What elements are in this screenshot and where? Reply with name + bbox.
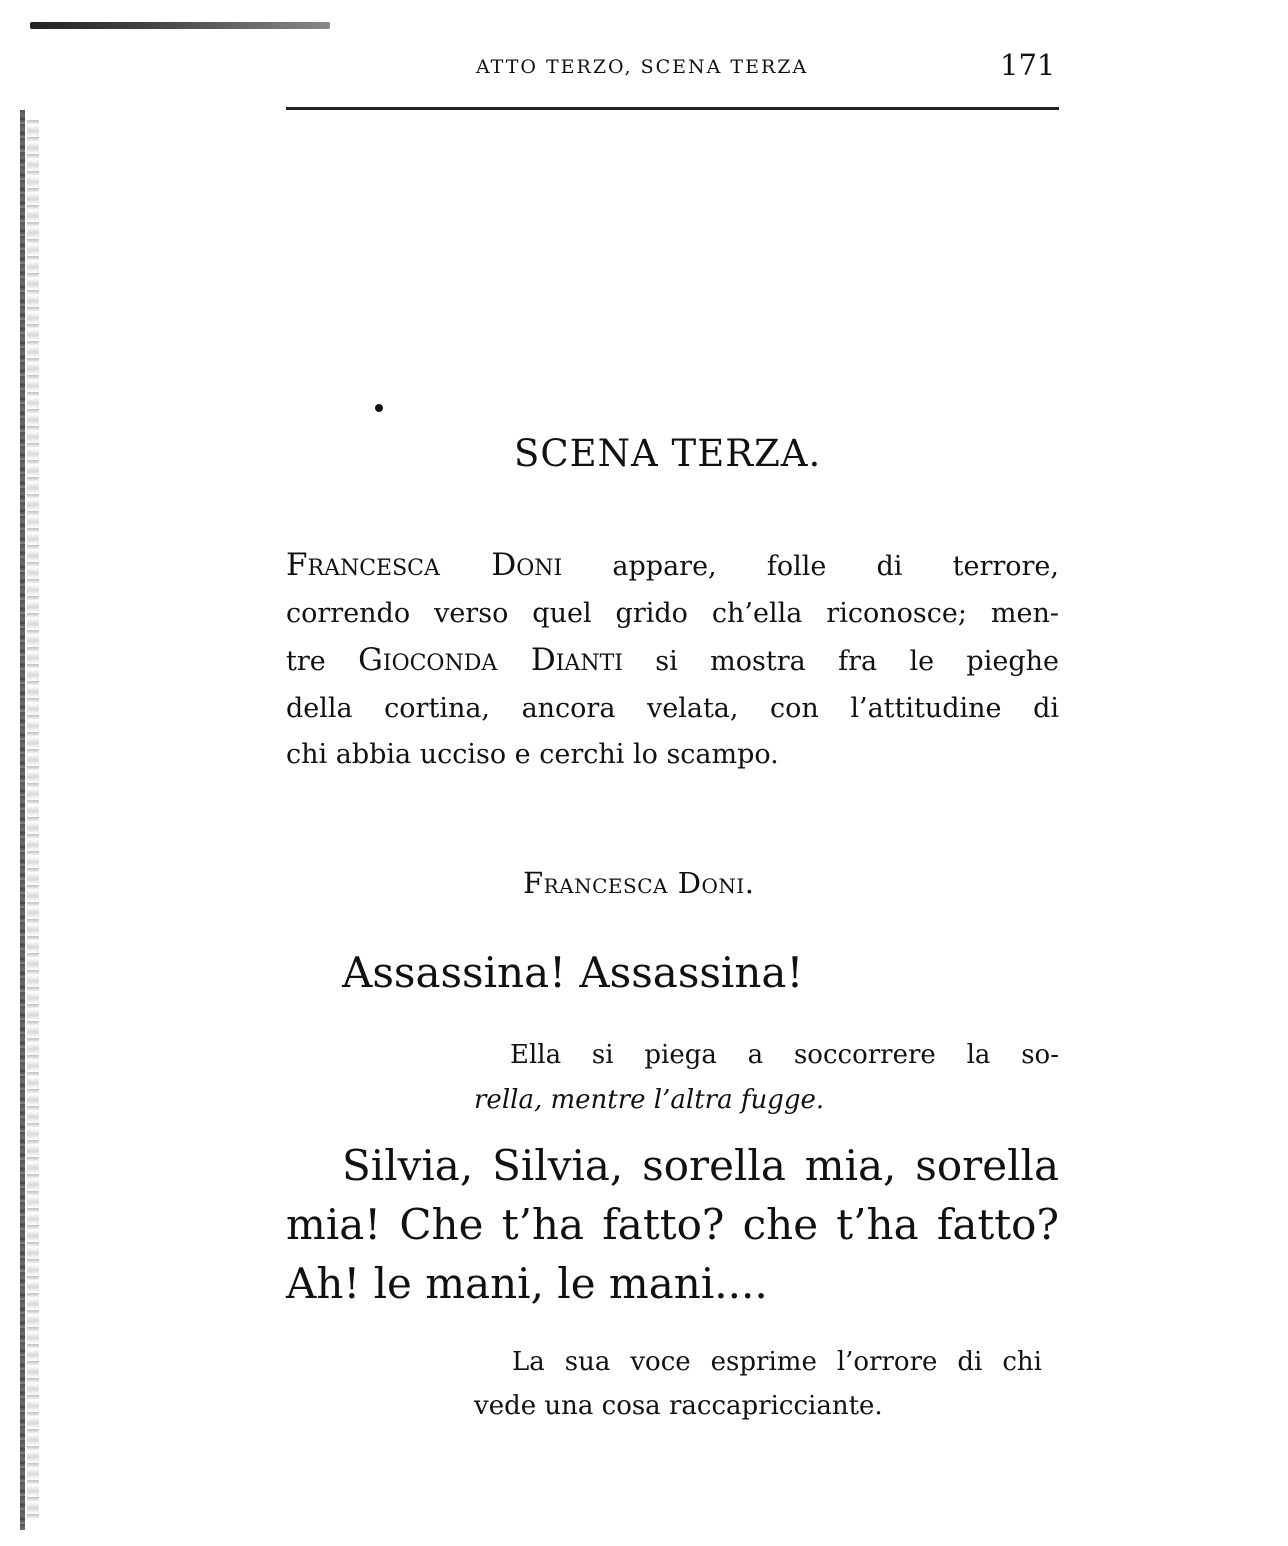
stage-direction-line: della cortina, ancora velata, con l’attitudine di [286, 692, 1059, 724]
speaker-name: Francesca Doni. [523, 866, 755, 900]
running-head: ATTO TERZO, SCENA TERZA [476, 56, 809, 78]
stage-direction-line [286, 542, 1059, 591]
scan-artifact-top [30, 22, 330, 29]
page-number: 171 [1000, 48, 1056, 82]
stage-direction-line [286, 637, 1059, 686]
stage-direction [286, 542, 1059, 779]
stage-direction-text: si mostra fra le pieghe [622, 646, 1059, 677]
speech-block [286, 1136, 1059, 1313]
speech-line: mia! Che t’ha fatto? che t’ha fatto? [286, 1200, 1059, 1249]
stage-direction-line: La sua voce esprime l’orrore di chi [512, 1347, 1042, 1377]
stage-direction-text: appare, folle di terrore, [562, 551, 1059, 582]
stage-direction-line [474, 1078, 1059, 1123]
stage-direction-text: tre [286, 646, 359, 677]
stage-direction-line: correndo verso quel grido ch’ella riconosce; men- [286, 597, 1059, 629]
stage-direction-line: Ella si piega a soccorrere la so- [510, 1040, 1059, 1070]
scene-title: SCENA TERZA. [514, 432, 822, 475]
character-name: Francesca Doni [286, 547, 563, 583]
character-name: Gioconda Dianti [358, 642, 623, 678]
scan-artifact-left-edge [20, 110, 25, 1530]
stage-direction-italic: mentre l’altra fugge. [550, 1085, 825, 1115]
speech-line: Silvia, Silvia, sorella mia, sorella [342, 1141, 1059, 1190]
speech-line: Ah! le mani, le mani.... [286, 1259, 768, 1308]
ink-dot [375, 404, 383, 412]
stage-direction-text: rella, [474, 1085, 551, 1115]
speech-line: Assassina! Assassina! [342, 948, 804, 997]
stage-direction-2 [474, 1033, 1059, 1123]
scan-artifact-left-shadow [27, 120, 39, 1520]
stage-direction-line: chi abbia ucciso e cerchi lo scampo. [286, 739, 779, 770]
stage-direction-3 [474, 1340, 1042, 1428]
header-rule [286, 107, 1059, 110]
stage-direction-line: vede una cosa raccapricciante. [474, 1391, 883, 1421]
